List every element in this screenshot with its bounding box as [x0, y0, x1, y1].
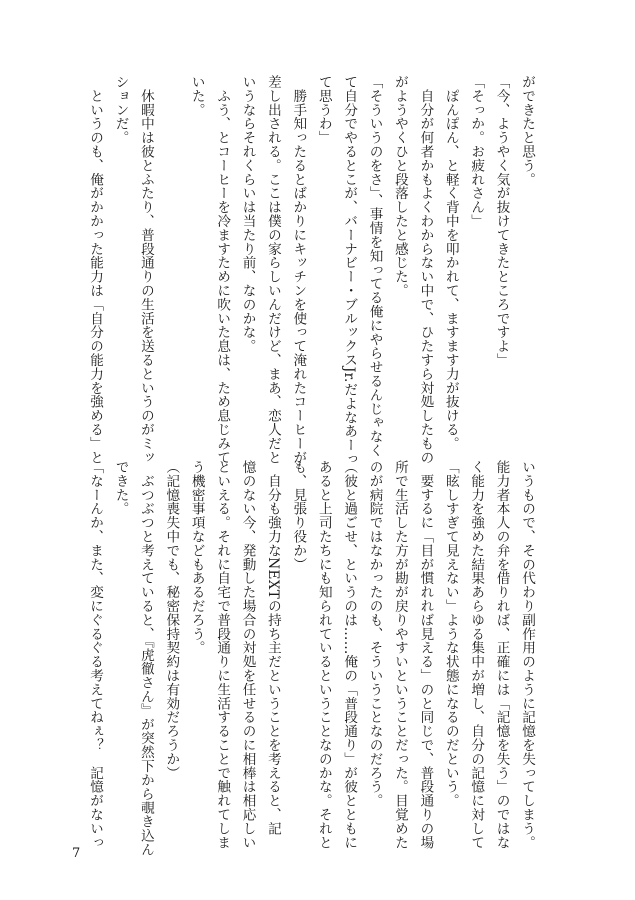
text-line: 「なーんか、また、変にぐるぐる考えてねぇ？ 記憶がないっ	[87, 460, 104, 850]
text-line: いた。	[188, 75, 205, 117]
text-line	[158, 75, 183, 435]
text-block-lower	[82, 460, 539, 857]
text-line: 自分が何者かもよくわからない中で、ひたすら対処したもの	[417, 75, 434, 465]
text-line: て自分でやるとこが、バーナビー・ブルックスJr.だよなあーっ	[341, 75, 358, 466]
text-line: といえる。それに自宅で普段通りに生活することで触れてしま	[214, 460, 231, 850]
text-line: 能力者本人の弁を借りれば、正確には「記憶を失う」のではな	[493, 460, 510, 850]
text-line: 自分も強力なNEXTの持ち主だということを考えると、記	[264, 460, 281, 836]
page-number: 7	[72, 846, 81, 861]
text-line: 憶のない今、発動した場合の対処を任せるのに相棒は相応しい	[239, 460, 256, 850]
text-line: う機密事項などもあるだろう。	[188, 460, 205, 655]
text-line: ぶつぶつと考えていると、『虎徹さん』が突然下から覗き込ん	[137, 460, 154, 857]
text-line: いうならそれくらいは当たり前、なのかな。	[239, 75, 256, 353]
text-line: ができたと思う。	[519, 75, 535, 187]
text-line: て思うわ」	[315, 75, 332, 145]
text-line: ションだ。	[112, 75, 129, 145]
text-line: あると上司たちにも知られているということなのかな。それと	[315, 460, 332, 850]
text-line: （彼と過ごせ、というのは……俺の「普段通り」が彼とともに	[341, 460, 358, 850]
text-line: 要するに「目が慣れれば見える」のと同じで、普段通りの場	[417, 460, 434, 850]
text-line: のが病院ではなかったのも、そういうことなのだろう。	[366, 460, 383, 808]
text-line: 「眩しすぎて見えない」ような状態になるのだという。	[442, 460, 459, 808]
text-line: 差し出される。ここは僕の家らしいんだけど、まあ、恋人だと	[264, 75, 281, 465]
text-block-upper	[82, 75, 539, 466]
text-line: いうもので、その代わり副作用のように記憶を失ってしまう。	[519, 460, 535, 850]
text-line: 「今、ようやく気が抜けてきたところですよ」	[493, 75, 510, 367]
text-line: できた。	[112, 460, 129, 516]
text-line: ぽんぽん、と軽く背中を叩かれて、ますます力が抜ける。	[442, 75, 459, 451]
text-line: 所で生活した方が勘が戻りやすいということだった。目覚めた	[391, 460, 408, 850]
text-line: （記憶喪失中でも、秘密保持契約は有効だろうか）	[163, 460, 180, 780]
text-line: 勝手知ったるとばかりにキッチンを使って淹れたコーヒーが	[290, 75, 307, 465]
text-line: ふう、とコーヒーを冷ますために吹いた息は、ため息じみて	[214, 75, 231, 465]
text-line: 「そっか。お疲れさん」	[468, 75, 485, 228]
text-line: く能力を強めた結果あらゆる集中が増し、自分の記憶に対して	[468, 460, 485, 850]
text-line: がようやくひと段落したと感じた。	[391, 75, 408, 298]
text-line: も、見張り役か）	[290, 460, 307, 572]
text-line: 「そういうのをさ」、事情を知ってる俺にやらせるんじゃなく	[366, 75, 383, 458]
text-line: 休暇中は彼とふたり、普段通りの生活を送るというのがミッ	[137, 75, 154, 465]
text-line: というのも、俺がかかった能力は「自分の能力を強める」と	[87, 75, 104, 465]
